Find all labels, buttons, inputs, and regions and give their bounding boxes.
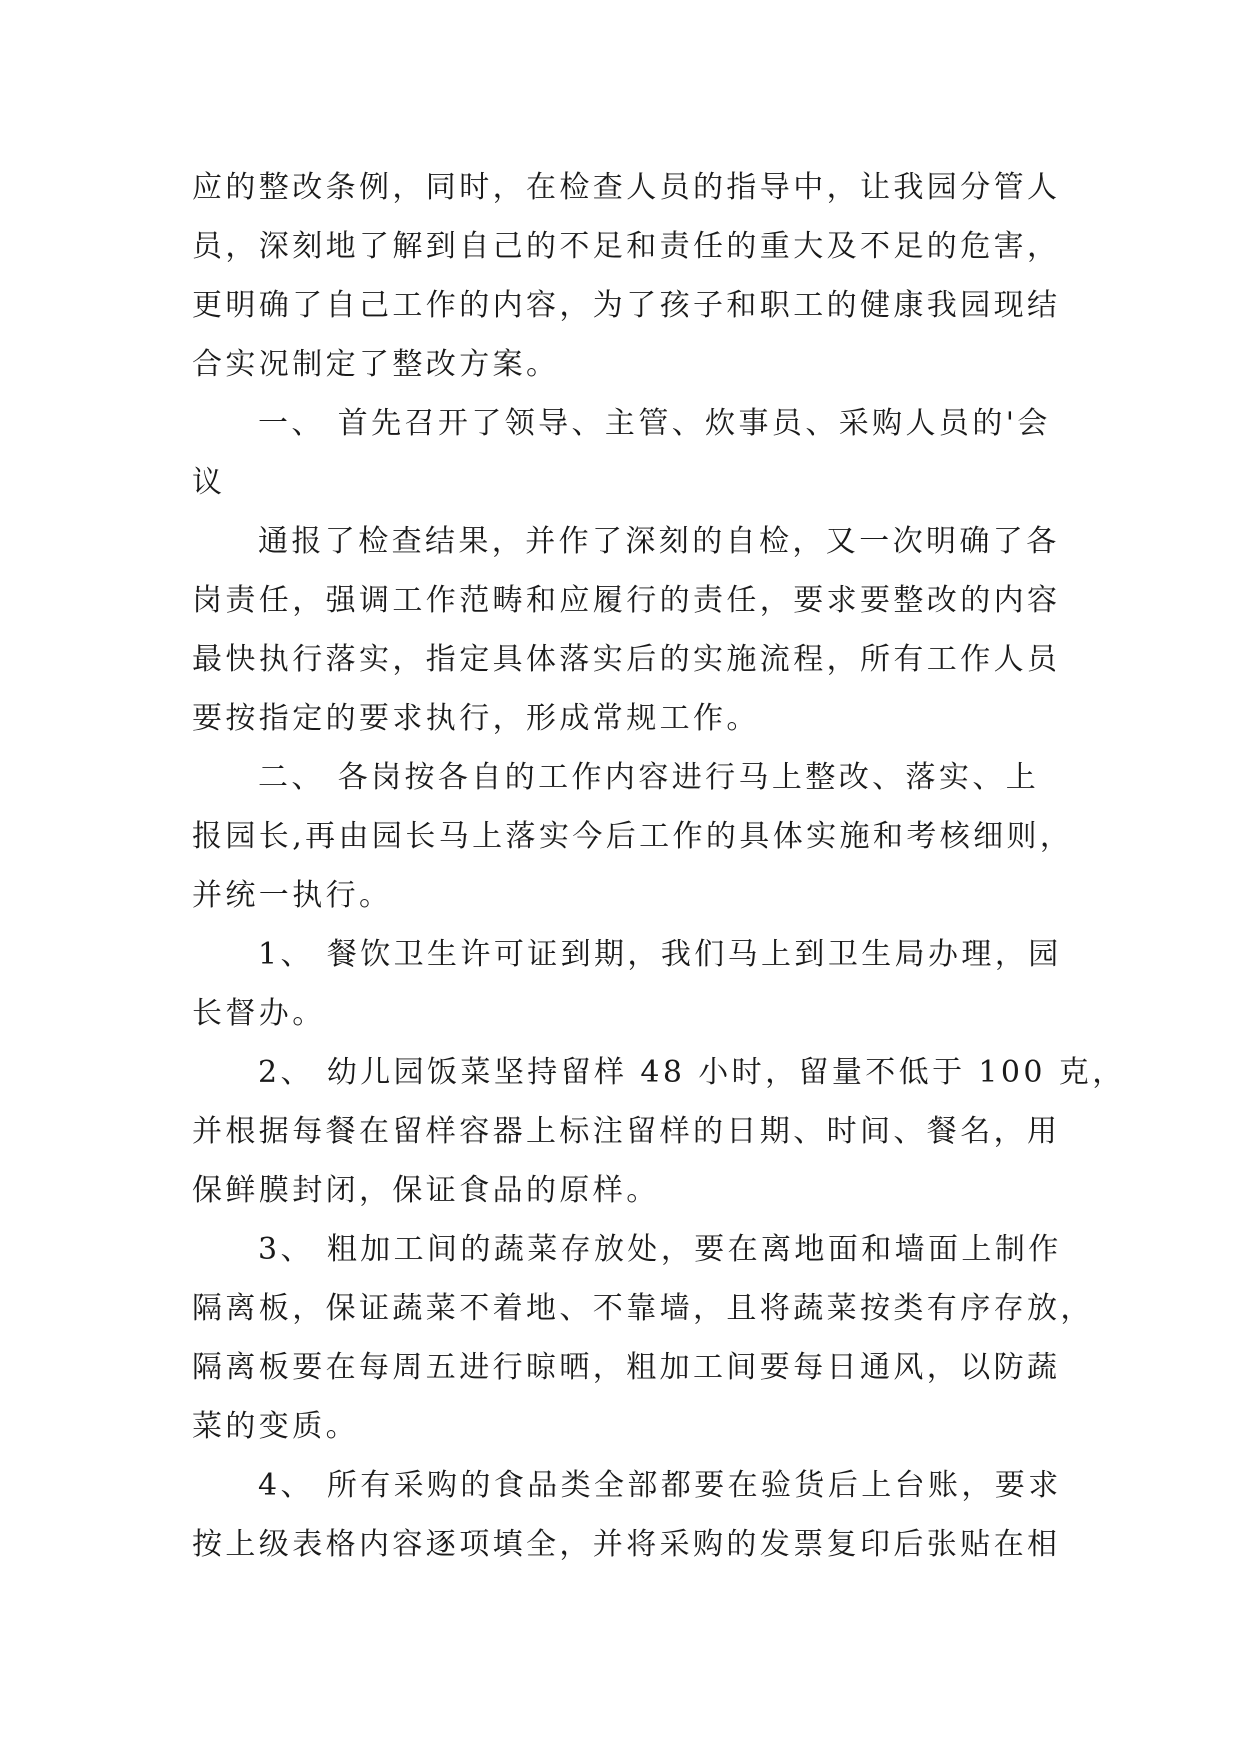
text-line: 4、 所有采购的食品类全部都要在验货后上台账，要求 — [258, 1468, 1062, 1503]
text-line: 隔离板，保证蔬菜不着地、不靠墙，且将蔬菜按类有序存放， — [192, 1291, 1094, 1326]
text-line: 合实况制定了整改方案。 — [192, 347, 560, 382]
text-line: 报园长,再由园长马上落实今后工作的具体实施和考核细则， — [192, 819, 1074, 854]
text-line: 隔离板要在每周五进行晾晒，粗加工间要每日通风，以防蔬 — [192, 1350, 1061, 1385]
text-line: 二、 各岗按各自的工作内容进行马上整改、落实、上 — [258, 760, 1040, 795]
text-line: 并统一执行。 — [192, 878, 393, 913]
text-line: 最快执行落实，指定具体落实后的实施流程，所有工作人员 — [192, 642, 1061, 677]
body-text — [192, 158, 1126, 1574]
text-line: 更明确了自己工作的内容，为了孩子和职工的健康我园现结 — [192, 288, 1061, 323]
text-line: 长督办。 — [192, 996, 326, 1031]
text-line: 一、 首先召开了领导、主管、炊事员、采购人员的'会 — [258, 406, 1051, 441]
text-line: 1、 餐饮卫生许可证到期，我们马上到卫生局办理，园 — [258, 937, 1062, 972]
text-line: 通报了检查结果，并作了深刻的自检，又一次明确了各 — [258, 524, 1060, 559]
text-line: 岗责任，强调工作范畴和应履行的责任，要求要整改的内容 — [192, 583, 1061, 618]
text-line: 员，深刻地了解到自己的不足和责任的重大及不足的危害， — [192, 229, 1061, 264]
text-line: 并根据每餐在留样容器上标注留样的日期、时间、餐名，用 — [192, 1114, 1061, 1149]
text-line: 要按指定的要求执行，形成常规工作。 — [192, 701, 760, 736]
text-line: 应的整改条例，同时，在检查人员的指导中，让我园分管人 — [192, 170, 1061, 205]
text-line: 议 — [192, 465, 226, 500]
text-line: 菜的变质。 — [192, 1409, 359, 1444]
text-line: 按上级表格内容逐项填全，并将采购的发票复印后张贴在相 — [192, 1527, 1061, 1562]
text-line: 保鲜膜封闭，保证食品的原样。 — [192, 1173, 660, 1208]
text-line: 3、 粗加工间的蔬菜存放处，要在离地面和墙面上制作 — [258, 1232, 1062, 1267]
text-line: 2、 幼儿园饭菜坚持留样 48 小时，留量不低于 100 克， — [258, 1055, 1126, 1090]
